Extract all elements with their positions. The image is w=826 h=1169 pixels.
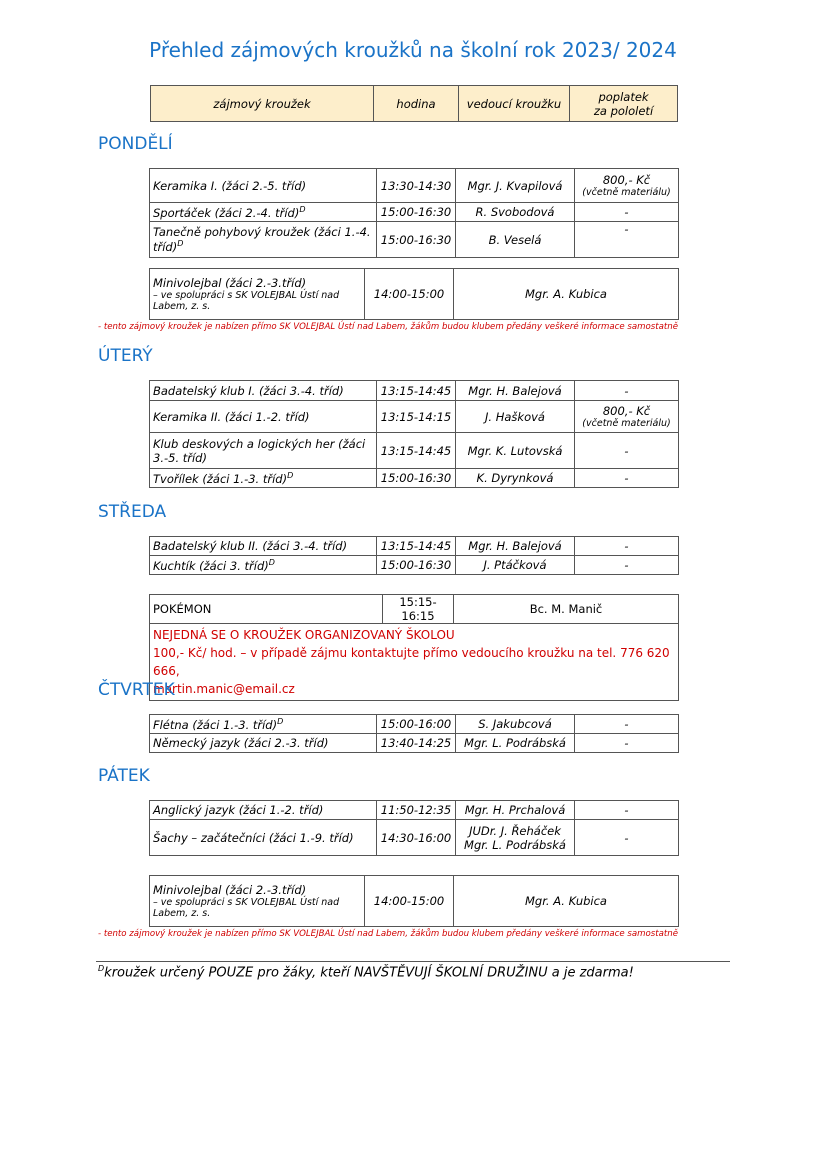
table-row [150,734,679,753]
fee-material-note: (včetně materiálu) [582,187,671,198]
table-ctvrtek [149,714,679,753]
table-row [150,203,679,222]
krouzek-time: 14:00-15:00 [365,269,454,320]
pokemon-email[interactable]: martin.manic@email.cz [153,682,295,696]
krouzek-fee: - [575,222,679,258]
page-title: Přehled zájmových kroužků na školní rok 2023/ 2024 [149,38,677,62]
fee-value: 800,- Kč [602,173,651,187]
fee-material-note: (včetně materiálu) [582,418,671,429]
krouzek-time: 15:00-16:00 [377,715,456,734]
table-row [150,537,679,556]
krouzek-name: Tanečně pohybový kroužek (žáci 1.-4. tříd) [153,225,371,254]
table-row [150,269,679,320]
krouzek-fee: - [575,537,679,556]
krouzek-time: 14:00-15:00 [365,876,454,927]
krouzek-fee: - [575,801,679,820]
day-heading-streda: STŘEDA [98,502,167,522]
krouzek-time: 15:00-16:30 [377,203,456,222]
header-krouzek: zájmový kroužek [151,86,374,122]
krouzek-name: Šachy – začátečníci (žáci 1.-9. tříd) [150,820,377,856]
krouzek-leader: Mgr. A. Kubica [454,876,679,927]
krouzek-time: 15:00-16:30 [377,222,456,258]
krouzek-leader: Bc. M. Manič [454,595,679,624]
krouzek-time: 13:40-14:25 [377,734,456,753]
krouzek-fee: - [575,469,679,488]
krouzek-name-cell [150,203,377,222]
table-pokemon [149,594,679,701]
krouzek-name: Kuchtík (žáci 3. tříd) [153,558,269,573]
krouzek-fee: - [575,203,679,222]
krouzek-fee: - [575,556,679,575]
krouzek-name-cell [150,469,377,488]
table-row [150,469,679,488]
minivolejbal-note: - tento zájmový kroužek je nabízen přímo SK VOLEJBAL Ústí nad Labem, žákům budou klubem předány veškeré informace samostatně [98,929,678,939]
krouzek-time: 15:00-16:30 [377,469,456,488]
krouzek-leader: R. Svobodová [456,203,575,222]
minivolejbal-note: - tento zájmový kroužek je nabízen přímo SK VOLEJBAL Ústí nad Labem, žákům budou klubem předány veškeré informace samostatně [98,322,678,332]
krouzek-name: Tvořílek (žáci 1.-3. tříd) [153,471,288,486]
krouzek-name: Německý jazyk (žáci 2.-3. tříd) [150,734,377,753]
krouzek-leader: K. Dyrynková [456,469,575,488]
krouzek-time: 15:15-16:15 [383,595,454,624]
leader-line1: JUDr. J. Řeháček [469,823,561,838]
krouzek-name: Keramika I. (žáci 2.-5. tříd) [150,169,377,203]
footnote-mark: D [98,964,105,973]
krouzek-name-cell [150,222,377,258]
krouzek-leader: Mgr. K. Lutovská [456,433,575,469]
table-row [150,381,679,401]
krouzek-time: 13:15-14:45 [377,537,456,556]
header-poplatek-line2: za pololetí [593,103,654,118]
table-row [150,876,679,927]
table-row [150,715,679,734]
day-heading-ctvrtek: ČTVRTEK [98,680,175,700]
table-row [150,801,679,820]
druzina-mark: D [287,470,294,480]
table-pondeli [149,168,679,258]
krouzek-name: POKÉMON [150,595,383,624]
krouzek-sub: – ve spolupráci s SK VOLEJBAL Ústí nad Labem, z. s. [153,290,340,312]
krouzek-sub: – ve spolupráci s SK VOLEJBAL Ústí nad Labem, z. s. [153,897,340,919]
krouzek-name-cell [150,556,377,575]
krouzek-time: 11:50-12:35 [377,801,456,820]
krouzek-name: Badatelský klub I. (žáci 3.-4. tříd) [150,381,377,401]
krouzek-leader: J. Hašková [456,401,575,433]
header-hodina: hodina [374,86,459,122]
krouzek-fee: - [575,433,679,469]
fee-value: 800,- Kč [602,404,651,418]
table-minivolejbal-patek [149,875,679,927]
krouzek-name-cell [150,876,365,927]
krouzek-fee [575,401,679,433]
krouzek-name: Anglický jazyk (žáci 1.-2. tříd) [150,801,377,820]
krouzek-time: 13:15-14:45 [377,433,456,469]
table-row [150,433,679,469]
table-row [150,624,679,701]
krouzek-fee: - [575,734,679,753]
krouzek-name: Minivolejbal (žáci 2.-3.tříd) [153,883,307,897]
day-heading-utery: ÚTERÝ [98,346,153,366]
krouzek-leader: S. Jakubcová [456,715,575,734]
pokemon-info: 100,- Kč/ hod. – v případě zájmu kontaktujte přímo vedoucího kroužku na tel. 776 620 666, [153,646,670,678]
krouzek-fee: - [575,820,679,856]
krouzek-leader: Mgr. H. Prchalová [456,801,575,820]
day-heading-pondeli: PONDĚLÍ [98,134,173,154]
krouzek-name-cell [150,269,365,320]
krouzek-leader: Mgr. A. Kubica [454,269,679,320]
krouzek-leader: Mgr. J. Kvapilová [456,169,575,203]
krouzek-time: 13:15-14:45 [377,381,456,401]
krouzek-leader: Mgr. L. Podrábská [456,734,575,753]
krouzek-leader: J. Ptáčková [456,556,575,575]
krouzek-fee: - [575,715,679,734]
table-row [150,401,679,433]
krouzek-name-cell [150,715,377,734]
krouzek-name: Sportáček (žáci 2.-4. tříd) [153,205,300,220]
footnote-text: kroužek určený POUZE pro žáky, kteří NAVŠTĚVUJÍ ŠKOLNÍ DRUŽINU a je zdarma! [104,965,634,981]
table-row [150,222,679,258]
table-utery [149,380,679,488]
table-patek [149,800,679,856]
krouzek-time: 13:30-14:30 [377,169,456,203]
leader-line2: Mgr. L. Podrábská [464,837,566,852]
krouzek-time: 15:00-16:30 [377,556,456,575]
krouzek-time: 13:15-14:15 [377,401,456,433]
krouzek-leader: Mgr. H. Balejová [456,537,575,556]
header-vedouci: vedoucí kroužku [459,86,570,122]
krouzek-time: 14:30-16:00 [377,820,456,856]
krouzek-fee [575,169,679,203]
krouzek-leader: Mgr. H. Balejová [456,381,575,401]
krouzek-name: Flétna (žáci 1.-3. tříd) [153,717,278,732]
footnote-divider [96,961,730,962]
druzina-mark: D [268,557,275,567]
krouzek-name: Keramika II. (žáci 1.-2. tříd) [150,401,377,433]
table-row [150,556,679,575]
table-row [150,595,679,624]
krouzek-fee: - [575,381,679,401]
header-poplatek-line1: poplatek [598,89,649,104]
krouzek-name: Badatelský klub II. (žáci 3.-4. tříd) [150,537,377,556]
druzina-mark: D [177,239,184,249]
druzina-mark: D [299,204,306,214]
day-heading-patek: PÁTEK [98,766,150,786]
krouzek-leader: B. Veselá [456,222,575,258]
table-streda [149,536,679,575]
krouzek-name: Minivolejbal (žáci 2.-3.tříd) [153,276,307,290]
header-poplatek [570,86,678,122]
header-table [150,85,678,122]
table-row [150,820,679,856]
krouzek-leader [456,820,575,856]
pokemon-info-cell [150,624,679,701]
table-minivolejbal-pondeli [149,268,679,320]
druzina-mark: D [277,716,284,726]
footnote [98,964,634,980]
table-row [150,169,679,203]
krouzek-name: Klub deskových a logických her (žáci 3.-5. tříd) [150,433,377,469]
pokemon-warning: NEJEDNÁ SE O KROUŽEK ORGANIZOVANÝ ŠKOLOU [153,628,455,642]
